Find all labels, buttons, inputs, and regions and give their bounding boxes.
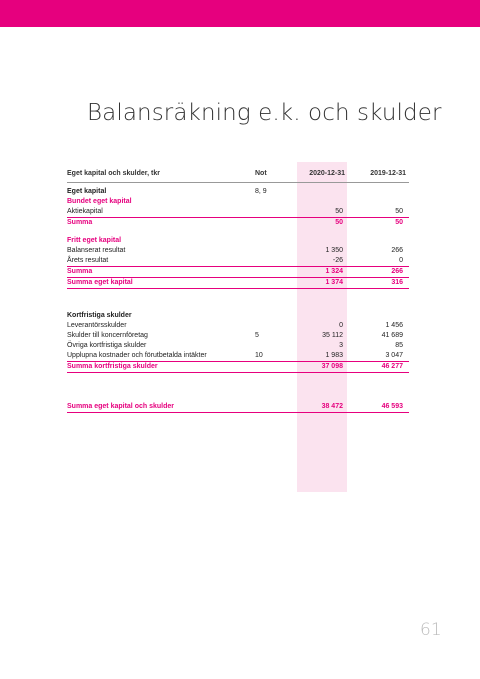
balance-sheet-table bbox=[67, 166, 409, 413]
table-row: Årets resultat -26 0 bbox=[67, 256, 409, 267]
header-note: Not bbox=[255, 170, 267, 177]
page-number: 61 bbox=[420, 620, 442, 640]
table-row: Upplupna kostnader och förutbetalda intäkter 10 1 983 3 047 bbox=[67, 351, 409, 362]
table-row: Fritt eget kapital bbox=[67, 237, 122, 244]
table-row: Skulder till koncernföretag 5 35 112 41 689 bbox=[67, 332, 403, 339]
table-row-total: Summa eget kapital 1 374 316 bbox=[67, 278, 409, 289]
table-row: Eget kapital 8, 9 bbox=[67, 188, 267, 195]
table-row: Bundet eget kapital bbox=[67, 198, 132, 205]
top-accent-bar bbox=[0, 0, 480, 27]
page-title: Balansräkning e.k. och skulder bbox=[87, 100, 442, 126]
table-row: Övriga kortfristiga skulder 3 85 bbox=[67, 342, 403, 349]
table-header bbox=[67, 166, 409, 183]
table-row: Leverantörsskulder 0 1 456 bbox=[67, 322, 403, 329]
header-col-2019: 2019-12-31 bbox=[370, 170, 406, 177]
table-row-grand-total: Summa eget kapital och skulder 38 472 46 593 bbox=[67, 402, 409, 413]
table-row: Aktiekapital 50 50 bbox=[67, 207, 409, 218]
table-row-total: Summa kortfristiga skulder 37 098 46 277 bbox=[67, 362, 409, 373]
header-label: Eget kapital och skulder, tkr bbox=[67, 170, 160, 177]
table-row: Kortfristiga skulder bbox=[67, 312, 132, 319]
table-row: Balanserat resultat 1 350 266 bbox=[67, 247, 403, 254]
table-row-sum: Summa 50 50 bbox=[67, 219, 403, 226]
header-col-2020: 2020-12-31 bbox=[309, 170, 345, 177]
table-row-sum: Summa 1 324 266 bbox=[67, 267, 409, 278]
